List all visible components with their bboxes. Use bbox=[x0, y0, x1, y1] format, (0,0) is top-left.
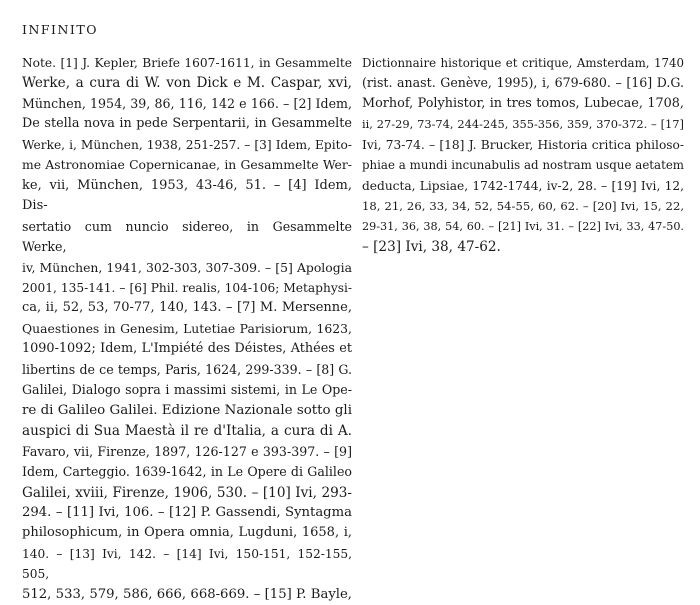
note-line: Note. [1] J. Kepler, Briefe 1607-1611, in Gesammelte bbox=[22, 56, 352, 70]
note-line: Quaestiones in Genesim, Lutetiae Parisiorum, 1623, bbox=[22, 320, 352, 336]
note-line: philosophicum, in Opera omnia, Lugduni, 1658, i, bbox=[22, 525, 352, 541]
note-line: ii, 27-29, 73-74, 244-245, 355-356, 359, 370-372. – [17] bbox=[362, 117, 684, 132]
note-line: Idem, Carteggio. 1639-1642, in Le Opere di Galileo bbox=[22, 464, 352, 480]
note-line: 18, 21, 26, 33, 34, 52, 54-55, 60, 62. – [20] Ivi, 15, 22, bbox=[362, 199, 684, 214]
note-line: re di Galileo Galilei. Edizione Nazionale sotto gli bbox=[22, 402, 352, 418]
note-line: sertatio cum nuncio sidereo, in Gesammelte Werke, bbox=[22, 218, 352, 255]
note-line: 2001, 135-141. – [6] Phil. realis, 104-106; Metaphysi- bbox=[22, 280, 352, 295]
note-line: deducta, Lipsiae, 1742-1744, iv-2, 28. – [19] Ivi, 12, bbox=[362, 178, 684, 193]
notes-left-column bbox=[22, 53, 352, 605]
note-line: 140. – [13] Ivi, 142. – [14] Ivi, 150-151, 152-155, 505, bbox=[22, 546, 352, 582]
note-line: Morhof, Polyhistor, in tres tomos, Lubecae, 1708, bbox=[362, 95, 684, 111]
note-line: Werke, i, München, 1938, 251-257. – [3] Idem, Epito- bbox=[22, 137, 352, 152]
note-line: 1090-1092; Idem, L'Impiété des Déistes, Athées et bbox=[22, 341, 352, 357]
running-header: INFINITO bbox=[22, 22, 98, 37]
note-line: me Astronomiae Copernicanae, in Gesammelte Wer- bbox=[22, 157, 352, 173]
note-line: – [23] Ivi, 38, 47-62. bbox=[362, 239, 501, 256]
note-line: Favaro, vii, Firenze, 1897, 126-127 e 393-397. – [9] bbox=[22, 443, 352, 459]
note-line: Ivi, 73-74. – [18] J. Brucker, Historia critica philoso- bbox=[362, 137, 684, 152]
note-line: De stella nova in pede Serpentarii, in Gesammelte bbox=[22, 116, 352, 132]
note-line: iv, München, 1941, 302-303, 307-309. – [5] Apologia bbox=[22, 259, 352, 275]
note-line: München, 1954, 39, 86, 116, 142 e 166. – [2] Idem, bbox=[22, 95, 352, 111]
note-line: Galilei, xviii, Firenze, 1906, 530. – [10] Ivi, 293- bbox=[22, 484, 352, 501]
note-line: 512, 533, 579, 586, 666, 668-669. – [15] P. Bayle, bbox=[22, 586, 352, 602]
note-line: phiae a mundi incunabulis ad nostram usque aetatem bbox=[362, 158, 684, 173]
note-line: (rist. anast. Genève, 1995), i, 679-680. – [16] D.G. bbox=[362, 75, 684, 91]
note-line: 29-31, 36, 38, 54, 60. – [21] Ivi, 31. – [22] Ivi, 33, 47-50. bbox=[362, 219, 684, 233]
note-line: Galilei, Dialogo sopra i massimi sistemi, in Le Ope- bbox=[22, 382, 352, 398]
note-line: Dictionnaire historique et critique, Amsterdam, 1740 bbox=[362, 56, 684, 70]
note-line: libertins de ce temps, Paris, 1624, 299-339. – [8] G. bbox=[22, 361, 352, 377]
notes-right-column bbox=[362, 53, 684, 258]
note-line: ke, vii, München, 1953, 43-46, 51. – [4] Idem, Dis- bbox=[22, 177, 352, 214]
note-line: auspici di Sua Maestà il re d'Italia, a cura di A. bbox=[22, 423, 352, 440]
note-line: Werke, a cura di W. von Dick e M. Caspar, xvi, bbox=[22, 75, 352, 92]
note-line: ca, ii, 52, 53, 70-77, 140, 143. – [7] M. Mersenne, bbox=[22, 300, 352, 316]
note-line: 294. – [11] Ivi, 106. – [12] P. Gassendi, Syntagma bbox=[22, 504, 352, 520]
